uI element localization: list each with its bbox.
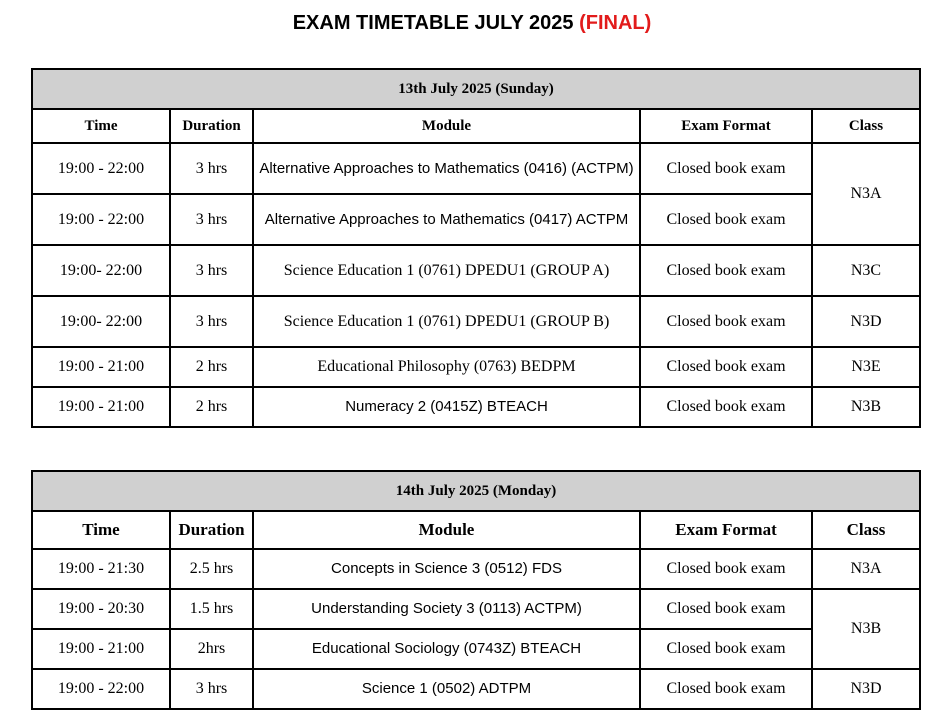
cell-module: Alternative Approaches to Mathematics (0416) (ACTPM) <box>253 143 640 194</box>
cell-format: Closed book exam <box>640 296 812 347</box>
cell-duration: 2.5 hrs <box>170 549 253 589</box>
table-row <box>32 143 920 194</box>
title-main: EXAM TIMETABLE JULY 2025 <box>292 12 574 34</box>
table-row <box>32 549 920 589</box>
table-row <box>32 589 920 629</box>
cell-time: 19:00 - 22:00 <box>32 143 170 194</box>
cell-duration: 2 hrs <box>170 347 253 387</box>
title-final-tag: (FINAL) <box>579 12 652 34</box>
cell-time: 19:00 - 22:00 <box>32 194 170 245</box>
cell-module: Concepts in Science 3 (0512) FDS <box>253 549 640 589</box>
cell-class: N3E <box>812 347 920 387</box>
col-header-class: Class <box>812 511 920 549</box>
cell-class: N3D <box>812 296 920 347</box>
cell-class: N3A <box>812 143 920 245</box>
cell-duration: 3 hrs <box>170 296 253 347</box>
day-heading: 14th July 2025 (Monday) <box>32 471 920 511</box>
cell-module: Understanding Society 3 (0113) ACTPM) <box>253 589 640 629</box>
col-header-exam-format: Exam Format <box>640 511 812 549</box>
col-header-time: Time <box>32 109 170 143</box>
col-header-exam-format: Exam Format <box>640 109 812 143</box>
cell-module: Numeracy 2 (0415Z) BTEACH <box>253 387 640 427</box>
cell-format: Closed book exam <box>640 669 812 709</box>
cell-time: 19:00 - 22:00 <box>32 669 170 709</box>
cell-duration: 3 hrs <box>170 669 253 709</box>
cell-class: N3B <box>812 387 920 427</box>
cell-module: Science Education 1 (0761) DPEDU1 (GROUP A) <box>253 245 640 296</box>
col-header-duration: Duration <box>170 109 253 143</box>
cell-time: 19:00- 22:00 <box>32 245 170 296</box>
cell-format: Closed book exam <box>640 347 812 387</box>
cell-time: 19:00 - 21:00 <box>32 347 170 387</box>
page-title <box>0 12 944 35</box>
table-row <box>32 194 920 245</box>
table-row <box>32 669 920 709</box>
cell-format: Closed book exam <box>640 245 812 296</box>
cell-format: Closed book exam <box>640 549 812 589</box>
cell-format: Closed book exam <box>640 387 812 427</box>
timetable-sunday <box>31 68 921 428</box>
cell-format: Closed book exam <box>640 194 812 245</box>
day-heading: 13th July 2025 (Sunday) <box>32 69 920 109</box>
cell-format: Closed book exam <box>640 589 812 629</box>
cell-format: Closed book exam <box>640 143 812 194</box>
col-header-time: Time <box>32 511 170 549</box>
cell-duration: 3 hrs <box>170 245 253 296</box>
col-header-module: Module <box>253 109 640 143</box>
cell-time: 19:00 - 20:30 <box>32 589 170 629</box>
cell-module: Alternative Approaches to Mathematics (0417) ACTPM <box>253 194 640 245</box>
col-header-class: Class <box>812 109 920 143</box>
cell-class: N3B <box>812 589 920 669</box>
cell-time: 19:00 - 21:00 <box>32 387 170 427</box>
cell-duration: 2hrs <box>170 629 253 669</box>
cell-time: 19:00 - 21:30 <box>32 549 170 589</box>
cell-duration: 3 hrs <box>170 194 253 245</box>
timetable-monday <box>31 470 921 710</box>
cell-time: 19:00- 22:00 <box>32 296 170 347</box>
table-row <box>32 296 920 347</box>
table-row <box>32 387 920 427</box>
cell-class: N3C <box>812 245 920 296</box>
table-row <box>32 629 920 669</box>
col-header-module: Module <box>253 511 640 549</box>
cell-duration: 2 hrs <box>170 387 253 427</box>
cell-module: Educational Sociology (0743Z) BTEACH <box>253 629 640 669</box>
cell-class: N3D <box>812 669 920 709</box>
table-row <box>32 245 920 296</box>
cell-duration: 1.5 hrs <box>170 589 253 629</box>
col-header-duration: Duration <box>170 511 253 549</box>
cell-time: 19:00 - 21:00 <box>32 629 170 669</box>
cell-module: Educational Philosophy (0763) BEDPM <box>253 347 640 387</box>
cell-module: Science 1 (0502) ADTPM <box>253 669 640 709</box>
cell-duration: 3 hrs <box>170 143 253 194</box>
cell-format: Closed book exam <box>640 629 812 669</box>
cell-class: N3A <box>812 549 920 589</box>
table-row <box>32 347 920 387</box>
cell-module: Science Education 1 (0761) DPEDU1 (GROUP B) <box>253 296 640 347</box>
